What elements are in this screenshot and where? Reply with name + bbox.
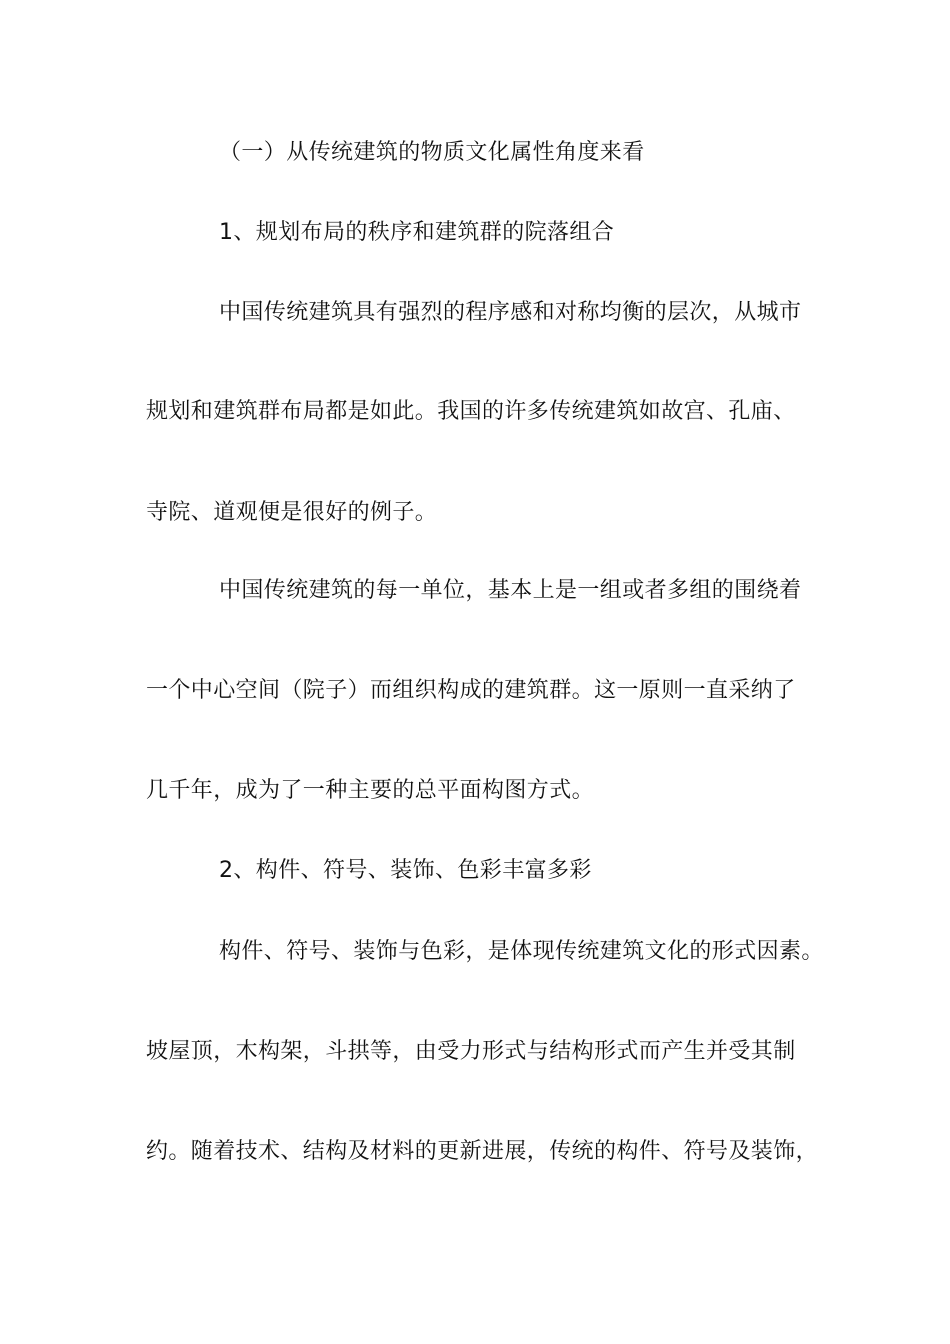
subsection-heading-1: 1、规划布局的秩序和建筑群的院落组合 — [219, 220, 615, 245]
subsection-heading-2: 2、构件、符号、装饰、色彩丰富多彩 — [219, 858, 592, 883]
paragraph-3-line-2: 坡屋顶，木构架，斗拱等，由受力形式与结构形式而产生并受其制 — [146, 1039, 796, 1064]
paragraph-2-line-1: 中国传统建筑的每一单位，基本上是一组或者多组的围绕着 — [219, 578, 802, 603]
section-heading: （一）从传统建筑的物质文化属性角度来看 — [219, 140, 645, 165]
paragraph-3-line-3: 约。随着技术、结构及材料的更新进展，传统的构件、符号及装饰， — [146, 1139, 819, 1164]
paragraph-1-line-3: 寺院、道观便是很好的例子。 — [146, 500, 438, 525]
paragraph-1-line-2: 规划和建筑群布局都是如此。我国的许多传统建筑如故宫、孔庙、 — [146, 399, 796, 424]
paragraph-2-line-2: 一个中心空间（院子）而组织构成的建筑群。这一原则一直采纳了 — [146, 678, 796, 703]
paragraph-2-line-3: 几千年，成为了一种主要的总平面构图方式。 — [146, 778, 595, 803]
paragraph-3-line-1: 构件、符号、装饰与色彩，是体现传统建筑文化的形式因素。 — [219, 939, 824, 964]
paragraph-1-line-1: 中国传统建筑具有强烈的程序感和对称均衡的层次，从城市 — [219, 300, 802, 325]
